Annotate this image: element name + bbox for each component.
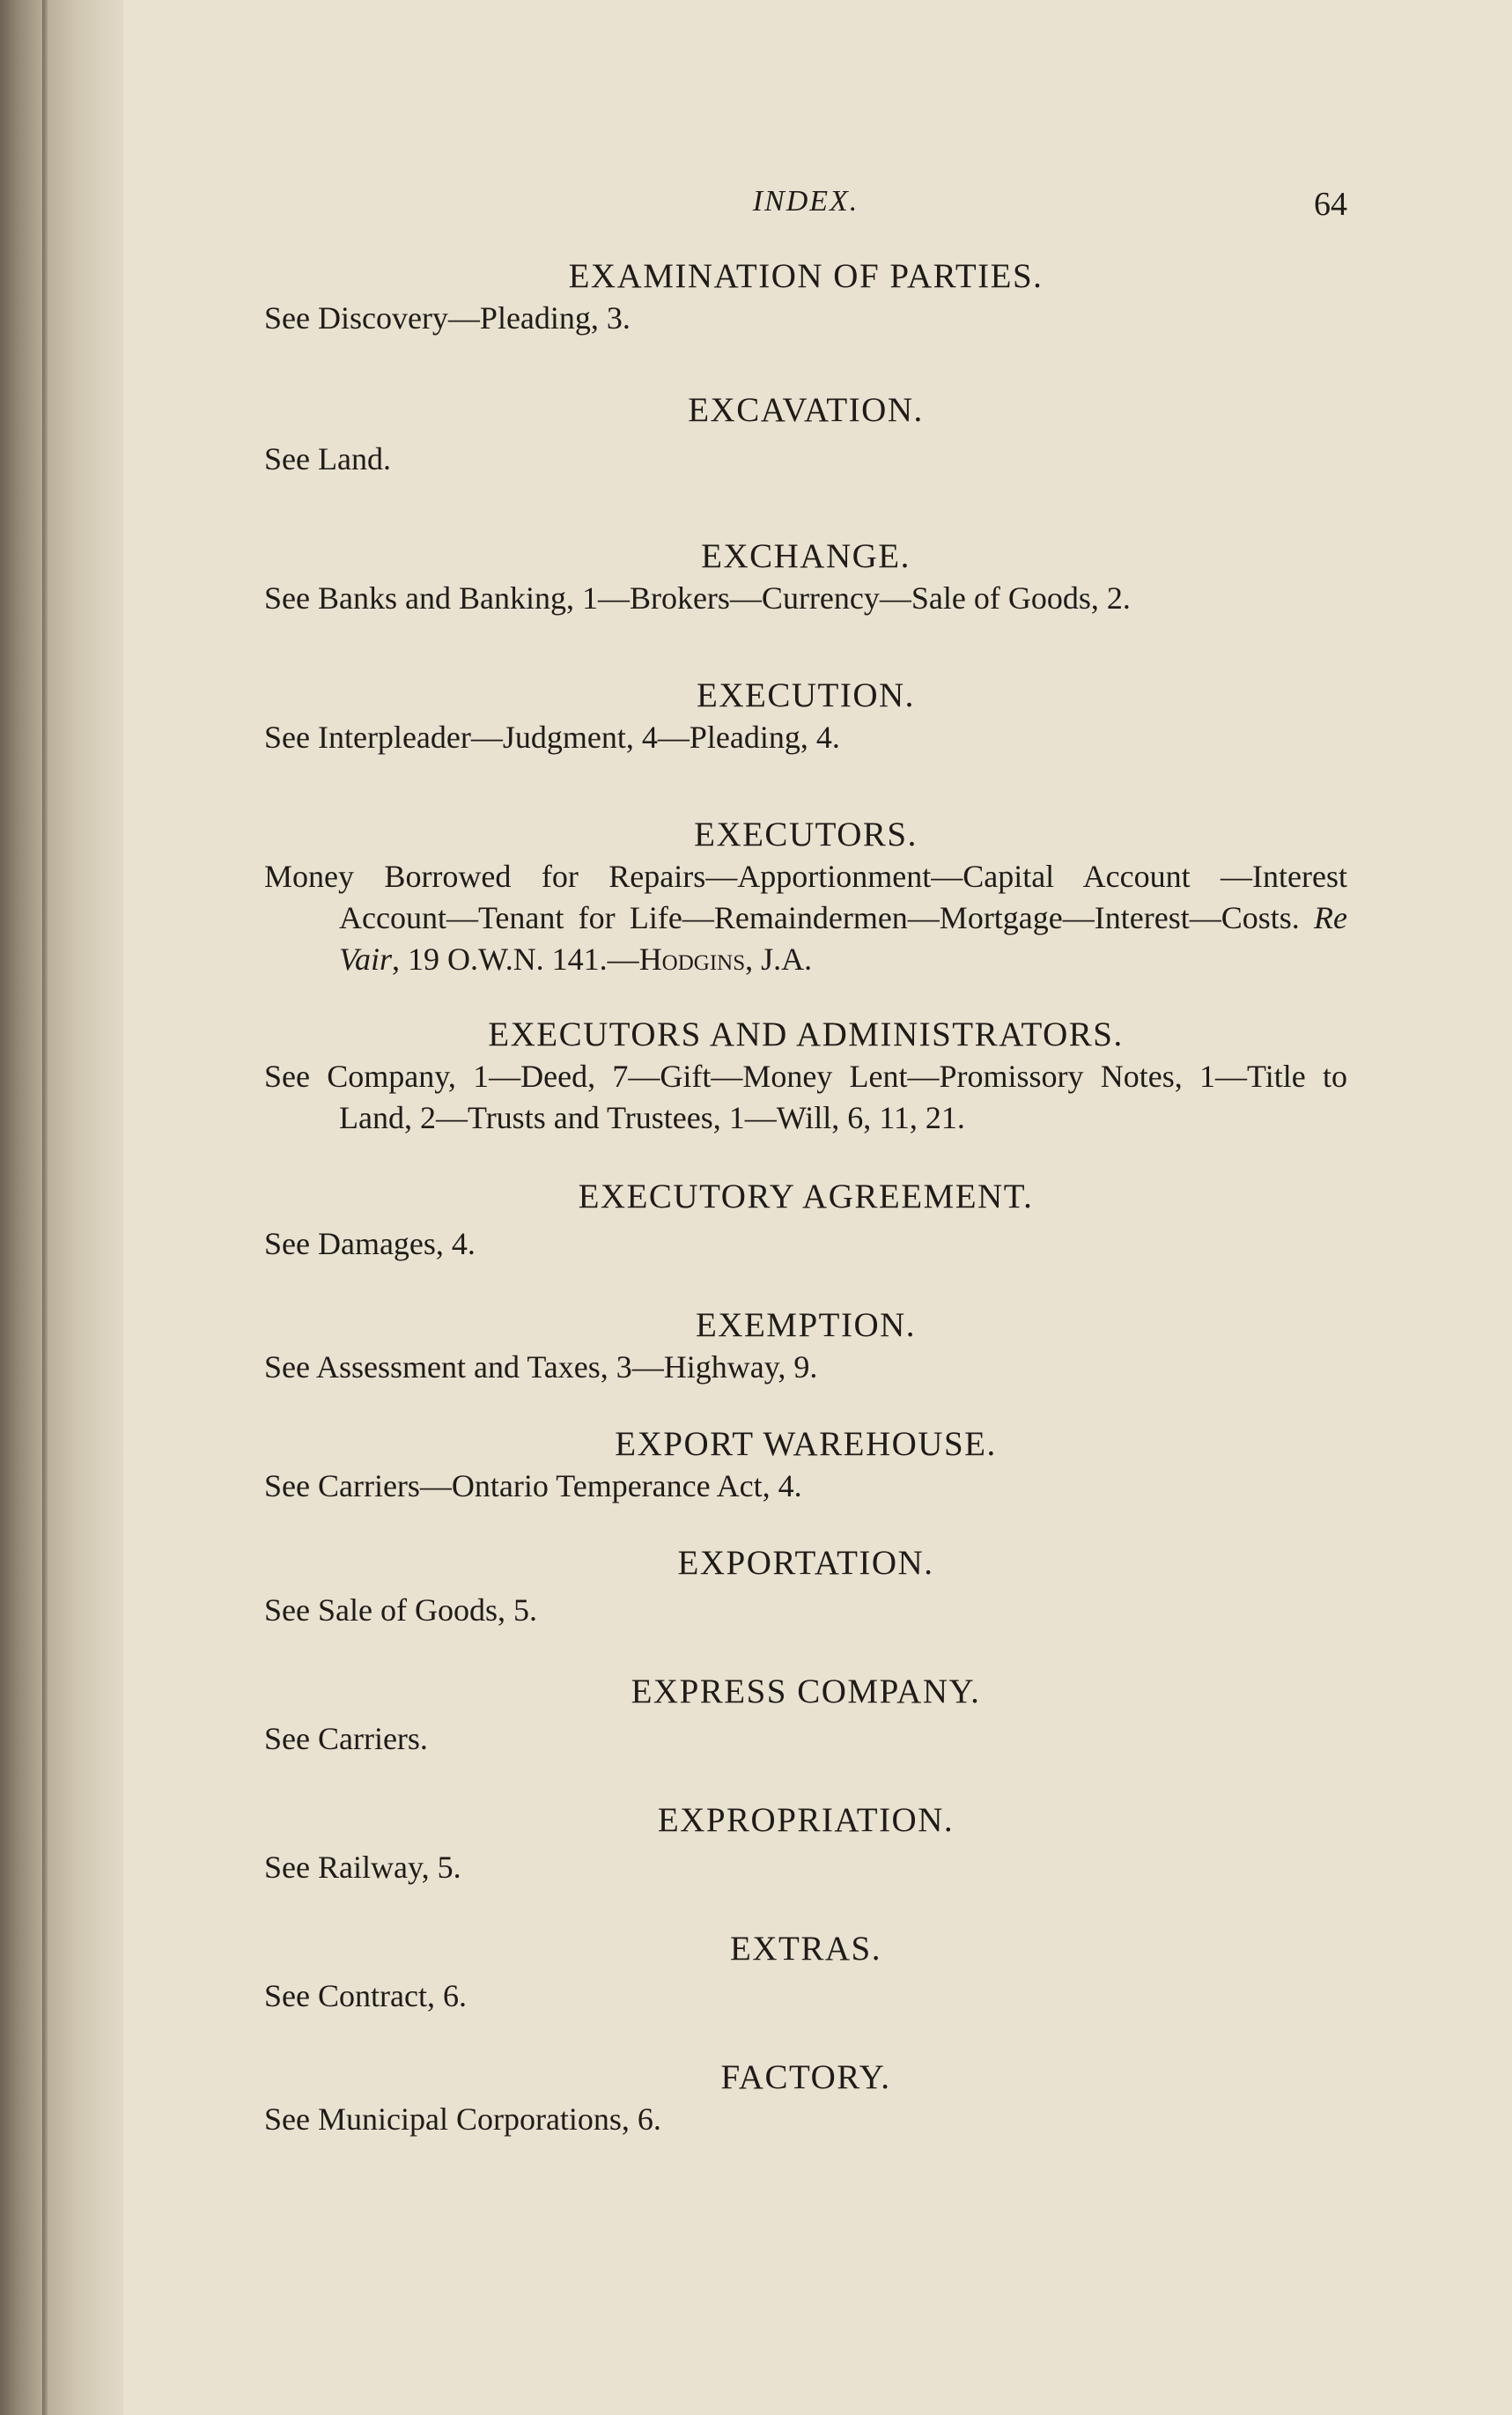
entry-heading: EXAMINATION OF PARTIES. (568, 257, 1044, 295)
entry-heading: EXTRAS. (730, 1930, 881, 1968)
index-entry (264, 1014, 1347, 1139)
entry-text: See Land. (264, 441, 391, 476)
entry-heading: EXECUTORY AGREEMENT. (578, 1178, 1034, 1215)
entry-text: See Carriers—Ontario Temperance Act, 4. (264, 1468, 802, 1503)
entry-heading: FACTORY. (720, 2058, 891, 2096)
index-page (264, 176, 1347, 2140)
entry-heading: EXECUTION. (697, 676, 915, 714)
entry-heading: EXCHANGE. (701, 537, 911, 575)
index-entry (264, 1176, 1347, 1265)
index-entry (264, 535, 1347, 619)
index-entry (264, 1304, 1347, 1388)
page-number: 64 (1314, 186, 1347, 223)
entry-heading: EXPROPRIATION. (657, 1801, 955, 1839)
entry-text: See Damages, 4. (264, 1226, 476, 1261)
index-entry (264, 675, 1347, 758)
entry-heading: EXEMPTION. (695, 1306, 917, 1344)
entry-text: See Sale of Goods, 5. (264, 1592, 537, 1628)
judge-name: Hodgins (638, 942, 746, 977)
entry-heading: EXECUTORS. (694, 816, 918, 853)
entry-text (264, 856, 1347, 980)
entry-text: See Company, 1—Deed, 7—Gift—Money Lent—Promissory Notes, 1—Title to Land, 2—Trusts and Trustees, 1—Will, 6, 11, 21. (264, 1059, 1347, 1135)
case-citation: , 19 O.W.N. 141.— (392, 942, 639, 977)
index-entry (264, 2057, 1347, 2140)
entry-heading: EXPORT WAREHOUSE. (615, 1425, 997, 1463)
index-entry (264, 389, 1347, 480)
case-name: Re Vair (339, 900, 1347, 977)
entry-heading: EXECUTORS AND ADMINISTRATORS. (488, 1015, 1124, 1053)
entry-text-body: Money Borrowed for Repairs—Apportionment—Capital Account —Interest Account—Tenant for Life—Remaindermen—Mortgage—Interest—Costs. (264, 859, 1347, 935)
entry-text: See Municipal Corporations, 6. (264, 2101, 661, 2137)
index-entry (264, 814, 1347, 980)
entry-heading: EXPORTATION. (677, 1544, 934, 1582)
entry-heading: EXPRESS COMPANY. (631, 1673, 981, 1710)
entry-text: See Assessment and Taxes, 3—Highway, 9. (264, 1349, 818, 1385)
running-title: INDEX. (752, 185, 859, 218)
entry-text: See Railway, 5. (264, 1850, 461, 1885)
judge-title: , J.A. (745, 942, 813, 977)
index-entry (264, 1542, 1347, 1631)
entry-text: See Carriers. (264, 1721, 428, 1756)
binding-edge (42, 0, 48, 2415)
entry-text: See Interpleader—Judgment, 4—Pleading, 4. (264, 720, 840, 755)
entry-text: See Banks and Banking, 1—Brokers—Currency—Sale of Goods, 2. (264, 580, 1131, 616)
running-head (264, 176, 1347, 229)
entry-text: See Discovery—Pleading, 3. (264, 300, 631, 336)
index-entry (264, 1928, 1347, 2017)
entry-text: See Contract, 6. (264, 1978, 467, 2013)
book-spine-shadow (0, 0, 123, 2415)
index-entry (264, 1423, 1347, 1507)
index-entry (264, 255, 1347, 339)
index-entry (264, 1671, 1347, 1760)
entry-heading: EXCAVATION. (688, 391, 924, 429)
index-entry (264, 1799, 1347, 1888)
